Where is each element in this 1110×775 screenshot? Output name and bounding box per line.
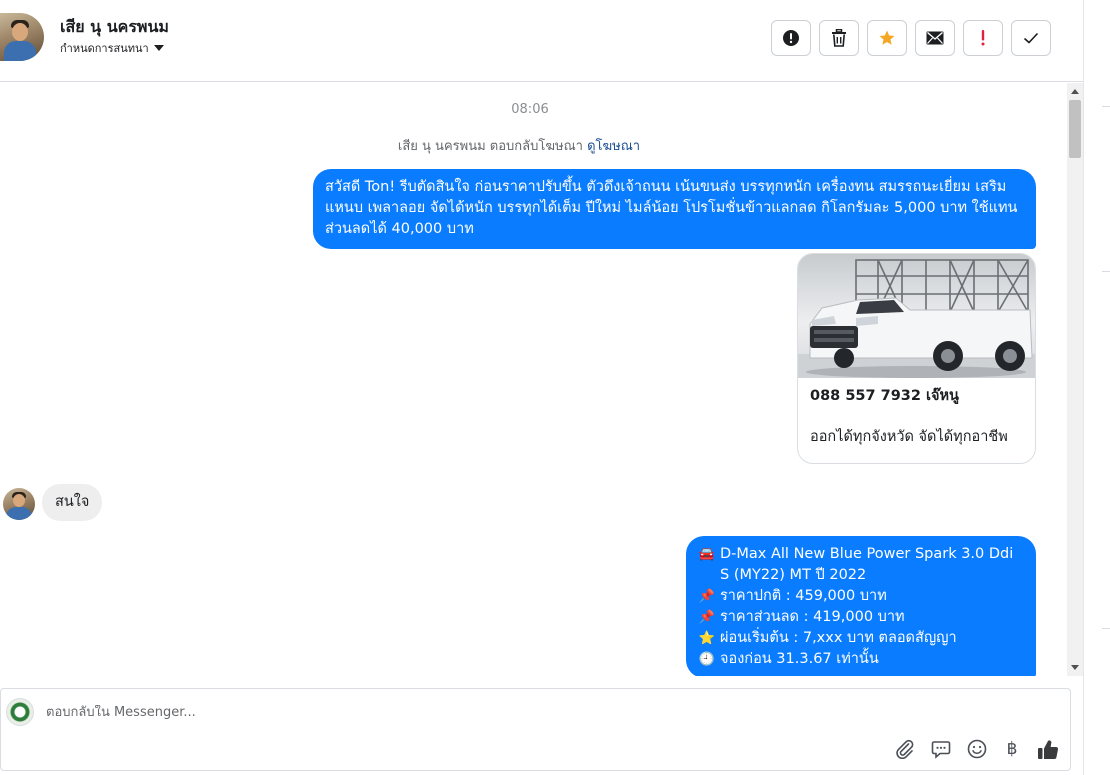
exclamation-icon xyxy=(980,30,986,46)
promo-line xyxy=(698,649,1024,670)
car-icon: 🚘 xyxy=(698,547,716,562)
scroll-thumb[interactable] xyxy=(1069,100,1081,158)
star-icon: ⭐ xyxy=(698,631,716,646)
pin-icon: 📌 xyxy=(698,610,716,625)
reply-composer xyxy=(0,688,1071,771)
assign-conversation-dropdown[interactable] xyxy=(60,39,164,57)
sender-avatar[interactable] xyxy=(3,488,35,520)
ad-reply-note-text: เสีย นุ นครพนม ตอบกลับโฆษณา xyxy=(397,139,588,154)
contact-avatar[interactable] xyxy=(0,13,44,61)
conversation-header xyxy=(0,0,1083,82)
promo-line xyxy=(698,607,1024,628)
promo-line-text: จองก่อน 31.3.67 เท่านั้น xyxy=(720,651,879,667)
saved-reply-icon[interactable] xyxy=(930,738,952,760)
star-icon xyxy=(878,29,896,47)
important-button[interactable] xyxy=(963,20,1003,56)
reply-input[interactable] xyxy=(46,705,746,720)
trash-icon xyxy=(831,29,847,47)
message-timestamp: 08:06 xyxy=(511,102,549,117)
right-edge-panel xyxy=(1083,0,1110,775)
caret-down-icon xyxy=(154,45,164,51)
promo-line-text: ราคาส่วนลด : 419,000 บาท xyxy=(720,609,905,625)
promo-line xyxy=(698,544,1024,586)
promo-line xyxy=(698,586,1024,607)
star-button[interactable] xyxy=(867,20,907,56)
page-avatar xyxy=(6,698,34,726)
ad-card-title: 088 557 7932 เจ๊หนู xyxy=(810,388,959,404)
clock-icon: 🕘 xyxy=(698,652,716,667)
view-ad-link[interactable]: ดูโฆษณา xyxy=(587,139,641,154)
scroll-up-arrow-icon[interactable] xyxy=(1071,89,1079,94)
ad-card-subtitle: ออกได้ทุกจังหวัด จัดได้ทุกอาชีพ xyxy=(810,429,1008,445)
thread-scrollbar[interactable] xyxy=(1067,83,1083,676)
check-icon xyxy=(1023,32,1039,44)
ad-reply-note xyxy=(0,135,1038,156)
assign-conversation-label: กำหนดการสนทนา xyxy=(60,42,149,55)
pickup-truck-illustration xyxy=(798,254,1036,378)
contact-name[interactable]: เสีย นุ นครพนม xyxy=(60,17,169,36)
mark-unread-button[interactable] xyxy=(915,20,955,56)
mark-done-button[interactable] xyxy=(1011,20,1051,56)
ad-card[interactable] xyxy=(797,253,1036,464)
message-thread[interactable] xyxy=(0,83,1067,676)
report-spam-button[interactable] xyxy=(771,20,811,56)
thumbs-up-icon[interactable] xyxy=(1037,738,1059,760)
exclamation-circle-icon xyxy=(782,29,800,47)
pin-icon: 📌 xyxy=(698,589,716,604)
baht-payment-icon[interactable]: ฿ xyxy=(1006,739,1018,759)
outgoing-message-promo[interactable] xyxy=(686,536,1036,676)
truck-image xyxy=(798,254,1036,378)
delete-button[interactable] xyxy=(819,20,859,56)
attachment-icon[interactable] xyxy=(894,738,916,760)
scroll-down-arrow-icon[interactable] xyxy=(1071,665,1079,670)
promo-line xyxy=(698,628,1024,649)
promo-line-text: ผ่อนเริ่มต้น : 7,xxx บาท ตลอดสัญญา xyxy=(720,630,957,646)
emoji-icon[interactable] xyxy=(966,738,988,760)
promo-line-text: ราคาปกติ : 459,000 บาท xyxy=(720,588,887,604)
envelope-icon xyxy=(926,31,944,45)
promo-line-text: D-Max All New Blue Power Spark 3.0 Ddi S (MY22) MT ปี 2022 xyxy=(720,546,1014,583)
outgoing-message[interactable]: สวัสดี Ton! รีบตัดสินใจ ก่อนราคาปรับขึ้น ตัวดึงเจ้าถนน เน้นขนส่ง บรรทุกหนัก เครื่องทน สมรรถนะเยี่ยม เสริมแหนบ เพลาลอย จัดได้หนัก บรรทุกได้เต็ม ปีใหม่ ไมล์น้อย โปรโมชั่นข้าวแลกลด กิโลกรัมละ 5,000 บาท ใช้แทนส่วนลดได้ 40,000 บาท xyxy=(313,169,1036,249)
incoming-message[interactable]: สนใจ xyxy=(42,484,102,521)
